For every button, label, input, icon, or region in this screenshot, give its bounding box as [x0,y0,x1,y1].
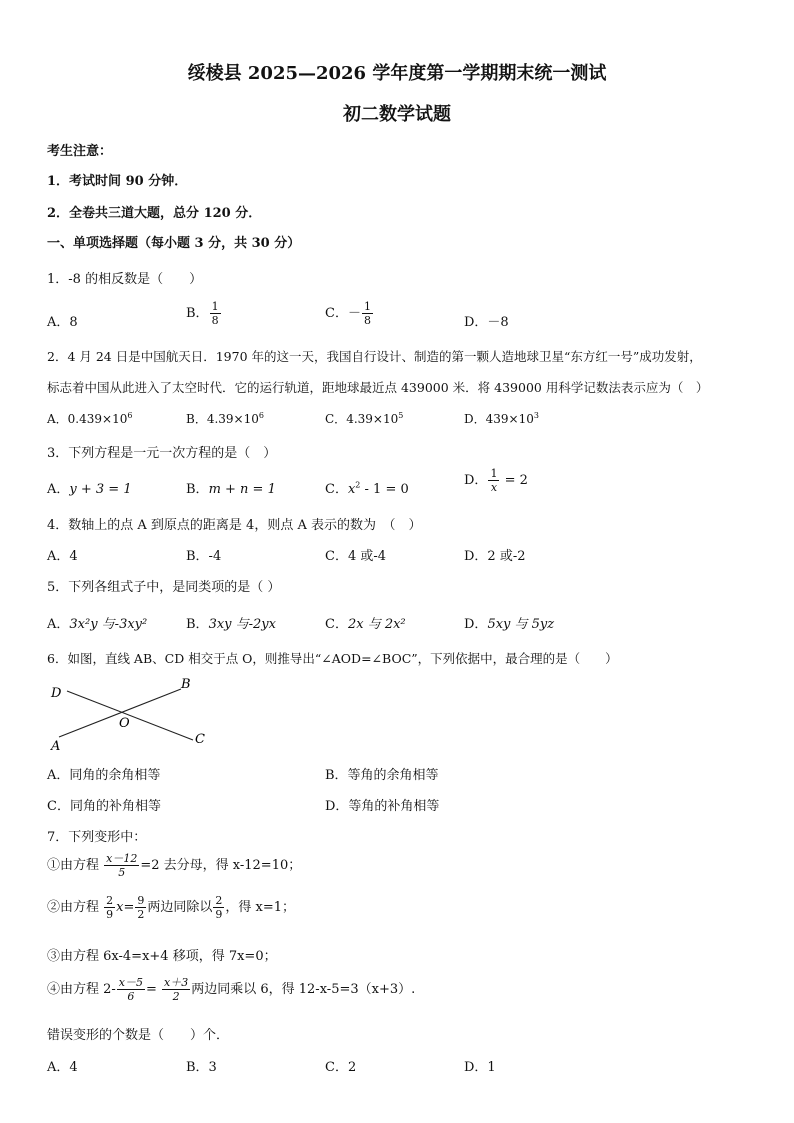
q7-statement-1: ①由方程 $\frac{x-12}{5}$ =2 去分母，得 x-12=10； [47,852,302,879]
q2-option-c: C．$4.39\times 10^5$ [325,411,404,426]
q7-statement-2: ②由方程 $\frac{2}{9}$ x= $\frac{9}{2}$ 两边同除以 $\frac{2}{9}$ ，得 x=1； [47,894,296,921]
question-7-stem: 7．下列变形中： [47,830,147,845]
fraction: $\frac{x-12}{5}$ [106,852,138,879]
label-c: C [195,732,205,747]
q4-option-b: B．-4 [186,549,222,564]
q4-option-c: C．4 或-4 [325,549,387,564]
q2-option-a: A．$0.439\times 10^6$ [47,411,133,426]
question-1-stem: 1．-8 的相反数是（ ） [47,272,203,287]
question-4-stem: 4．数轴上的点 A 到原点的距离是 4，则点 A 表示的数为 （ ） [47,518,422,533]
page-subtitle: 初二数学试题 [343,104,451,125]
q6-option-d: D．等角的补角相等 [325,799,440,814]
page-title: 绥棱县 2025—2026 学年度第一学期期末统一测试 [187,63,607,84]
question-3-stem: 3．下列方程是一元一次方程的是（ ） [47,446,277,461]
label-a: A [51,739,61,754]
q5-option-c: C．2x 与 2x² [325,617,406,632]
label-b: B [181,677,191,692]
label-o: O [119,716,130,731]
q5-option-a: A．3x²y 与-3xy² [47,617,148,632]
question-2-line-2: 标志着中国从此进入了太空时代．它的运行轨道，距地球最近点 439000 米．将 439000 用科学记数法表示应为（ ） [47,380,709,395]
q7-option-c: C．2 [325,1060,357,1075]
notice-item-1: 1．考试时间 90 分钟． [47,174,188,189]
q7-question: 错误变形的个数是（ ）个． [47,1028,230,1043]
fraction: $\frac{x+3}{2}$ [164,976,189,1003]
fraction: $\frac{1}{8}$ [363,300,371,327]
q7-statement-4: ④由方程 2- $\frac{x-5}{6}$ = $\frac{x+3}{2}$ 两边同乘以 6，得 12-x-5=3（x+3）. [47,976,416,1003]
q7-option-b: B．3 [186,1060,217,1075]
fraction: $\frac{9}{2}$ [137,894,145,921]
q5-option-d: D．5xy 与 5yz [464,617,555,632]
q6-option-c: C．同角的补角相等 [47,799,161,814]
fraction: $\frac{2}{9}$ [106,894,114,921]
q1-option-a: A．8 [47,315,78,330]
notice-item-2: 2．全卷共三道大题，总分 120 分． [47,206,262,221]
fraction: $\frac{1}{x}$ [490,467,498,494]
q3-option-a: A．y + 3 = 1 [47,482,132,497]
q6-option-b: B．等角的余角相等 [325,768,439,783]
q1-option-d: D．－8 [464,315,509,330]
question-5-stem: 5．下列各组式子中，是同类项的是（ ） [47,580,281,595]
q7-option-a: A．4 [47,1060,78,1075]
notice-heading: 考生注意： [47,144,113,159]
q3-option-c: C．$x^2 - 1 = 0$ [325,480,409,497]
fraction: $\frac{x-5}{6}$ [118,976,143,1003]
q7-option-d: D．1 [464,1060,496,1075]
intersecting-lines-figure [45,677,215,757]
q1-option-b: B． $\frac{1}{8}$ [186,300,219,327]
question-2-line-1: 2．4 月 24 日是中国航天日．1970 年的这一天，我国自行设计、制造的第一颗人造地球卫星“东方红一号”成功发射， [47,349,702,364]
section-heading: 一、单项选择题（每小题 3 分，共 30 分） [47,236,301,251]
fraction: $\frac{1}{8}$ [211,300,219,327]
q2-option-b: B．$4.39\times 10^6$ [186,411,264,426]
q4-option-d: D．2 或-2 [464,549,526,564]
q7-statement-3: ③由方程 6x-4=x+4 移项，得 7x=0； [47,949,277,964]
fraction: $\frac{2}{9}$ [215,894,223,921]
q3-option-b: B．m + n = 1 [186,482,276,497]
question-6-stem: 6．如图，直线 AB、CD 相交于点 O，则推导出“∠AOD=∠BOC”，下列依据中，最合理的是（ ） [47,651,618,666]
q5-option-b: B．3xy 与-2yx [186,617,276,632]
q2-option-d: D．$439\times 10^3$ [464,411,539,426]
line-dc [67,691,193,740]
q3-option-d: D． $\frac{1}{x}$ = 2 [464,467,528,494]
q4-option-a: A．4 [47,549,78,564]
q6-option-a: A．同角的余角相等 [47,768,161,783]
label-d: D [51,686,62,701]
q1-option-c: C．－ $\frac{1}{8}$ [325,300,371,327]
